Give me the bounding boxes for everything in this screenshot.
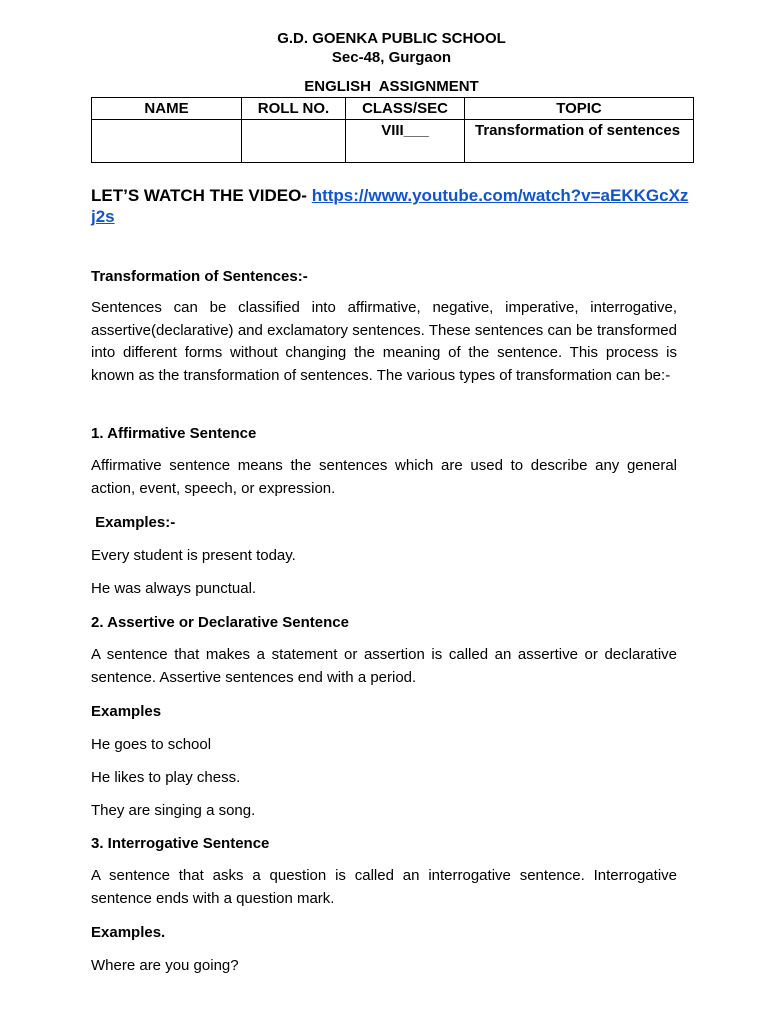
section-3-title: 3. Interrogative Sentence [91, 835, 270, 852]
video-line [91, 185, 691, 227]
section-heading: Transformation of Sentences:- [91, 268, 308, 285]
cell-class-sec: VIII___ [346, 120, 465, 163]
section-2-title: 2. Assertive or Declarative Sentence [91, 614, 349, 631]
school-name: G.D. GOENKA PUBLIC SCHOOL [277, 30, 506, 47]
section-2-examples-label: Examples [91, 703, 162, 720]
header-name: NAME [92, 98, 242, 120]
assignment-title: ENGLISH ASSIGNMENT [304, 78, 479, 95]
school-location: Sec-48, Gurgaon [331, 49, 452, 66]
section-3-examples-label: Examples. [91, 924, 166, 941]
section-2-example-2: He likes to play chess. [91, 769, 241, 786]
header-topic: TOPIC [465, 98, 694, 120]
cell-roll-no[interactable] [242, 120, 346, 163]
section-2-example-1: He goes to school [91, 736, 212, 753]
section-1-title: 1. Affirmative Sentence [91, 425, 257, 442]
header-class-sec: CLASS/SEC [346, 98, 465, 120]
section-1-example-2: He was always punctual. [91, 580, 257, 597]
cell-name[interactable] [92, 120, 242, 163]
section-2-example-3: They are singing a song. [91, 802, 256, 819]
section-1-example-1: Every student is present today. [91, 547, 296, 564]
video-link[interactable]: https://www.youtube.com/watch?v=aEKKGcXzj2s [91, 186, 689, 226]
section-2-description: A sentence that makes a statement or assertion is called an assertive or declarative sentence. Assertive sentences end with a period. [91, 646, 677, 686]
table-row [92, 120, 694, 163]
table-header-row [92, 98, 694, 120]
cell-topic: Transformation of sentences [465, 120, 694, 163]
video-label: LET’S WATCH THE VIDEO- [91, 186, 312, 205]
intro-paragraph: Sentences can be classified into affirmative, negative, imperative, interrogative, assertive(declarative) and exclamatory sentences. These sentences can be transformed into different forms without changing the meaning of the sentence. This process is known as the transformation of sentences. The various types of transformation can be:- [91, 299, 677, 385]
section-1-description: Affirmative sentence means the sentences which are used to describe any general action, event, speech, or expression. [91, 457, 677, 497]
header-roll-no: ROLL NO. [242, 98, 346, 120]
section-3-description: A sentence that asks a question is called an interrogative sentence. Interrogative sentence ends with a question mark. [91, 867, 677, 907]
section-1-examples-label: Examples:- [91, 514, 176, 531]
section-3-example-1: Where are you going? [91, 957, 239, 974]
student-info-table [91, 97, 694, 163]
